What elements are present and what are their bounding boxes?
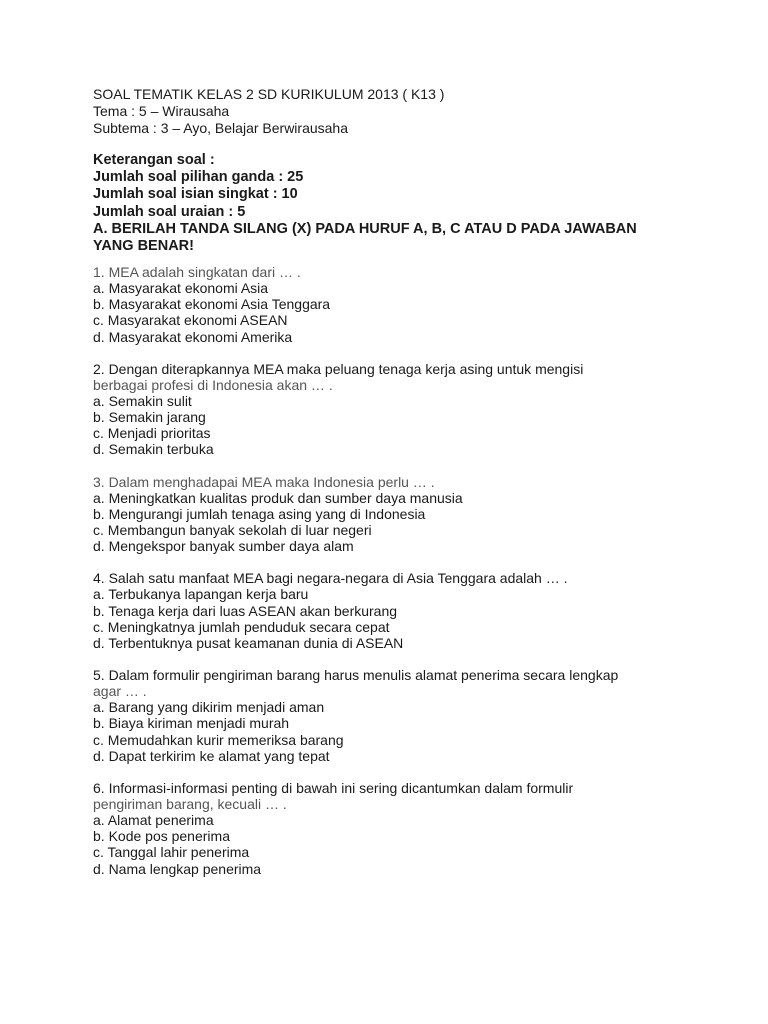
option-b: b. Mengurangi jumlah tenaga asing yang di Indonesia <box>93 505 426 522</box>
question-stem-line2: pengiriman barang, kecuali … . <box>93 796 287 813</box>
question-stem-line1: 6. Informasi-informasi penting di bawah ini sering dicantumkan dalam formulir <box>93 780 574 797</box>
question-4 <box>93 570 693 651</box>
option-d: d. Dapat terkirim ke alamat yang tepat <box>93 747 330 764</box>
question-5 <box>93 667 693 764</box>
question-stem-line2: berbagai profesi di Indonesia akan … . <box>93 376 333 393</box>
option-a: a. Terbukanya lapangan kerja baru <box>93 586 309 603</box>
question-stem: 1. MEA adalah singkatan dari … . <box>93 264 301 280</box>
option-c: c. Memudahkan kurir memeriksa barang <box>93 731 344 748</box>
document-title: SOAL TEMATIK KELAS 2 SD KURIKULUM 2013 ( K13 ) <box>93 86 445 102</box>
option-b: b. Masyarakat ekonomi Asia Tenggara <box>93 296 331 313</box>
question-stem-line1: 2. Dengan diterapkannya MEA maka peluang tenaga kerja asing untuk mengisi <box>93 360 584 377</box>
question-2 <box>93 361 693 458</box>
keterangan-section <box>93 152 693 255</box>
question-list <box>93 264 693 893</box>
option-c: c. Masyarakat ekonomi ASEAN <box>93 312 288 329</box>
question-1 <box>93 264 693 345</box>
option-a: a. Masyarakat ekonomi Asia <box>93 280 269 296</box>
keterangan-heading: Keterangan soal : <box>93 152 215 168</box>
question-stem-line1: 5. Dalam formulir pengiriman barang harus menulis alamat penerima secara lengkap <box>93 667 619 684</box>
option-c: c. Membangun banyak sekolah di luar negeri <box>93 522 372 539</box>
option-a: a. Semakin sulit <box>93 392 192 409</box>
question-stem: 4. Salah satu manfaat MEA bagi negara-negara di Asia Tenggara adalah … . <box>93 570 568 587</box>
question-6 <box>93 780 693 877</box>
option-d: d. Terbentuknya pusat keamanan dunia di ASEAN <box>93 635 404 652</box>
option-c: c. Menjadi prioritas <box>93 425 211 442</box>
option-d: d. Mengekspor banyak sumber daya alam <box>93 538 354 555</box>
option-c: c. Meningkatnya jumlah penduduk secara cepat <box>93 618 390 635</box>
option-c: c. Tanggal lahir penerima <box>93 844 250 861</box>
option-d: d. Semakin terbuka <box>93 441 214 458</box>
pilihan-ganda-count: Jumlah soal pilihan ganda : 25 <box>93 169 304 186</box>
question-stem: 3. Dalam menghadapai MEA maka Indonesia perlu … . <box>93 473 435 490</box>
isian-singkat-count: Jumlah soal isian singkat : 10 <box>93 186 298 203</box>
option-a: a. Barang yang dikirim menjadi aman <box>93 699 325 716</box>
uraian-count: Jumlah soal uraian : 5 <box>93 203 246 220</box>
option-b: b. Tenaga kerja dari luas ASEAN akan berkurang <box>93 602 398 619</box>
option-b: b. Semakin jarang <box>93 409 206 426</box>
question-3 <box>93 474 693 555</box>
option-b: b. Kode pos penerima <box>93 828 230 845</box>
subtema-line: Subtema : 3 – Ayo, Belajar Berwirausaha <box>93 120 349 136</box>
option-a: a. Meningkatkan kualitas produk dan sumber daya manusia <box>93 489 463 506</box>
option-a: a. Alamat penerima <box>93 812 214 829</box>
document-header <box>93 86 693 137</box>
option-d: d. Nama lengkap penerima <box>93 860 262 877</box>
option-d: d. Masyarakat ekonomi Amerika <box>93 328 293 345</box>
option-b: b. Biaya kiriman menjadi murah <box>93 715 290 732</box>
instruction-text: A. BERILAH TANDA SILANG (X) PADA HURUF A, B, C ATAU D PADA JAWABAN YANG BENAR! <box>93 220 637 255</box>
question-stem-line2: agar … . <box>93 683 147 700</box>
tema-line: Tema : 5 – Wirausaha <box>93 103 230 119</box>
